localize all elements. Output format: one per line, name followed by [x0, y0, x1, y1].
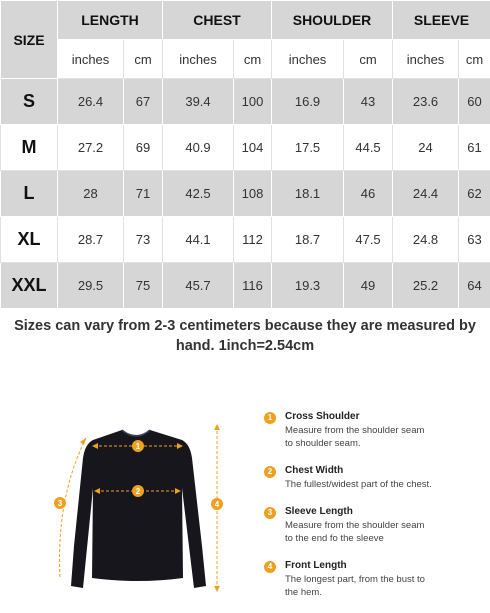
table-cell: 73	[124, 217, 163, 263]
table-cell: 29.5	[58, 263, 124, 309]
unit-header: cm	[459, 40, 490, 79]
svg-text:1: 1	[136, 442, 141, 451]
table-cell: 18.7	[272, 217, 344, 263]
legend-title: Chest Width	[285, 464, 484, 478]
table-cell: 62	[459, 171, 490, 217]
table-cell: 100	[234, 79, 272, 125]
unit-header: cm	[234, 40, 272, 79]
legend-desc: The longest part, from the bust to	[285, 573, 484, 586]
legend-item	[264, 505, 484, 545]
measurement-legend	[264, 410, 484, 613]
table-cell: 26.4	[58, 79, 124, 125]
table-row	[1, 125, 490, 171]
legend-desc: The fullest/widest part of the chest.	[285, 478, 484, 491]
table-cell: 108	[234, 171, 272, 217]
sleeve-header: SLEEVE	[393, 1, 490, 40]
size-label: XXL	[1, 263, 58, 309]
table-cell: 17.5	[272, 125, 344, 171]
legend-desc: to shoulder seam.	[285, 437, 484, 450]
table-row	[1, 263, 490, 309]
table-cell: 46	[344, 171, 393, 217]
table-cell: 24.8	[393, 217, 459, 263]
number-badge-icon: 3	[264, 507, 276, 519]
svg-text:2: 2	[136, 487, 141, 496]
table-cell: 63	[459, 217, 490, 263]
legend-item	[264, 464, 484, 491]
legend-title: Front Length	[285, 559, 484, 573]
table-cell: 60	[459, 79, 490, 125]
unit-header: inches	[393, 40, 459, 79]
table-cell: 28	[58, 171, 124, 217]
table-cell: 27.2	[58, 125, 124, 171]
legend-title: Cross Shoulder	[285, 410, 484, 424]
unit-header: cm	[124, 40, 163, 79]
number-badge-icon: 1	[264, 412, 276, 424]
sizing-note	[0, 316, 490, 356]
size-label: L	[1, 171, 58, 217]
table-cell: 116	[234, 263, 272, 309]
size-label: M	[1, 125, 58, 171]
chest-header: CHEST	[163, 1, 272, 40]
table-cell: 25.2	[393, 263, 459, 309]
sizing-note-line: hand. 1inch=2.54cm	[0, 336, 490, 356]
legend-desc: the hem.	[285, 586, 484, 599]
unit-header: inches	[58, 40, 124, 79]
table-cell: 19.3	[272, 263, 344, 309]
legend-title: Sleeve Length	[285, 505, 484, 519]
legend-desc: Measure from the shoulder seam	[285, 519, 484, 532]
table-cell: 104	[234, 125, 272, 171]
size-label: S	[1, 79, 58, 125]
legend-desc: Measure from the shoulder seam	[285, 424, 484, 437]
table-row	[1, 171, 490, 217]
unit-header: inches	[272, 40, 344, 79]
table-row	[1, 217, 490, 263]
table-cell: 49	[344, 263, 393, 309]
sizing-note-line: Sizes can vary from 2-3 centimeters because they are measured by	[0, 316, 490, 336]
sweater-measurement-diagram	[50, 418, 240, 603]
unit-header: inches	[163, 40, 234, 79]
table-cell: 44.5	[344, 125, 393, 171]
legend-item	[264, 410, 484, 450]
table-cell: 61	[459, 125, 490, 171]
table-cell: 24	[393, 125, 459, 171]
svg-text:4: 4	[215, 500, 220, 509]
table-cell: 18.1	[272, 171, 344, 217]
unit-header-row	[1, 40, 490, 79]
table-cell: 64	[459, 263, 490, 309]
legend-desc: to the end fo the sleeve	[285, 532, 484, 545]
unit-header: cm	[344, 40, 393, 79]
size-column-header: SIZE	[1, 1, 58, 79]
table-header-row	[1, 1, 490, 40]
table-cell: 28.7	[58, 217, 124, 263]
table-cell: 43	[344, 79, 393, 125]
legend-item	[264, 559, 484, 599]
shoulder-header: SHOULDER	[272, 1, 393, 40]
table-cell: 45.7	[163, 263, 234, 309]
table-cell: 42.5	[163, 171, 234, 217]
table-cell: 71	[124, 171, 163, 217]
table-cell: 23.6	[393, 79, 459, 125]
number-badge-icon: 2	[264, 466, 276, 478]
table-cell: 67	[124, 79, 163, 125]
table-cell: 69	[124, 125, 163, 171]
table-cell: 112	[234, 217, 272, 263]
table-cell: 47.5	[344, 217, 393, 263]
table-cell: 75	[124, 263, 163, 309]
sweater-icon	[71, 430, 206, 588]
table-cell: 44.1	[163, 217, 234, 263]
number-badge-icon: 4	[264, 561, 276, 573]
table-row	[1, 79, 490, 125]
table-cell: 24.4	[393, 171, 459, 217]
table-cell: 39.4	[163, 79, 234, 125]
length-header: LENGTH	[58, 1, 163, 40]
size-label: XL	[1, 217, 58, 263]
table-cell: 16.9	[272, 79, 344, 125]
table-cell: 40.9	[163, 125, 234, 171]
svg-text:3: 3	[58, 499, 63, 508]
